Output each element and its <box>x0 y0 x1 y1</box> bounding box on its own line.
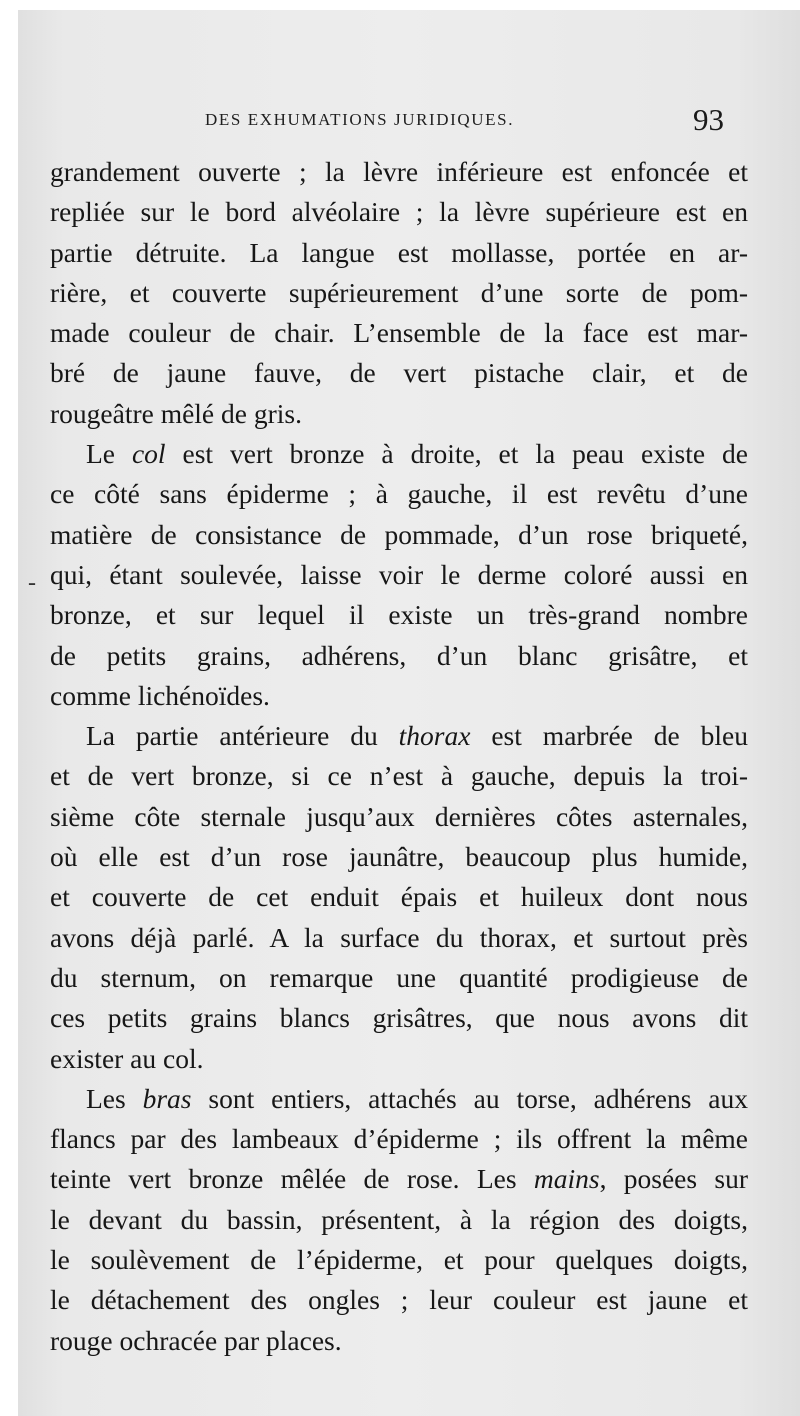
text-line: rière, et couverte supérieurement d’une sorte de pom- <box>50 276 748 308</box>
text-line: le soulèvement de l’épiderme, et pour quelques doigts, <box>50 1244 748 1276</box>
scan-border-top <box>0 0 800 10</box>
text-fragment: La partie antérieure du <box>86 720 399 752</box>
text-line: où elle est d’un rose jaunâtre, beaucoup plus humide, <box>50 841 748 873</box>
text-fragment: est marbrée de bleu <box>470 720 748 752</box>
margin-mark: - <box>28 570 36 596</box>
text-line: avons déjà parlé. A la surface du thorax, et surtout près <box>50 921 748 953</box>
text-line: du sternum, on remarque une quantité prodigieuse de <box>50 961 748 993</box>
text-line: ce côté sans épiderme ; à gauche, il est revêtu d’une <box>50 478 748 510</box>
text-line <box>50 434 748 474</box>
body-text <box>50 152 748 1361</box>
text-line: le devant du bassin, présentent, à la région des doigts, <box>50 1203 748 1235</box>
page-number: 93 <box>693 102 724 137</box>
text-line: matière de consistance de pommade, d’un rose briqueté, <box>50 518 748 550</box>
text-line: et couverte de cet enduit épais et huileux dont nous <box>50 881 748 913</box>
text-fragment: Les <box>86 1082 143 1114</box>
scan-border-left <box>0 0 18 1416</box>
text-line: ces petits grains blancs grisâtres, que nous avons dit <box>50 1002 748 1034</box>
text-line: de petits grains, adhérens, d’un blanc grisâtre, et <box>50 639 748 671</box>
text-line: flancs par des lambeaux d’épiderme ; ils offrent la même <box>50 1123 748 1155</box>
text-line: bré de jaune fauve, de vert pistache clair, et de <box>50 357 748 389</box>
text-fragment: teinte vert bronze mêlée de rose. Les <box>50 1163 534 1195</box>
text-line: partie détruite. La langue est mollasse, portée en ar- <box>50 236 748 268</box>
italic-term: thorax <box>398 720 471 752</box>
text-line: exister au col. <box>50 1042 204 1074</box>
text-fragment: est vert bronze à droite, et la peau existe de <box>165 438 748 470</box>
text-line <box>50 716 748 756</box>
text-line: qui, étant soulevée, laisse voir le derme coloré aussi en <box>50 558 748 590</box>
text-line: made couleur de chair. L’ensemble de la face est mar- <box>50 317 748 349</box>
text-line: et de vert bronze, si ce n’est à gauche, depuis la troi- <box>50 760 748 792</box>
text-fragment: sont entiers, attachés au torse, adhérens aux <box>191 1082 748 1114</box>
italic-term: mains <box>533 1163 600 1195</box>
text-fragment: , posées sur <box>599 1163 748 1195</box>
text-line: rouge ochracée par places. <box>50 1324 342 1356</box>
text-line <box>50 1079 748 1119</box>
text-line: le détachement des ongles ; leur couleur est jaune et <box>50 1284 748 1316</box>
text-line: bronze, et sur lequel il existe un très-grand nombre <box>50 599 748 631</box>
text-line <box>50 1159 748 1199</box>
italic-term: col <box>131 438 166 470</box>
text-fragment: Le <box>86 438 132 470</box>
text-line: grandement ouverte ; la lèvre inférieure est enfoncée et <box>50 156 748 187</box>
running-head: DES EXHUMATIONS JURIDIQUES. <box>205 110 515 129</box>
italic-term: bras <box>142 1082 192 1114</box>
text-line: comme lichénoïdes. <box>50 679 270 711</box>
text-line: sième côte sternale jusqu’aux dernières côtes asternales, <box>50 800 748 832</box>
text-line: repliée sur le bord alvéolaire ; la lèvre supérieure est en <box>50 196 748 228</box>
page-header <box>0 104 800 144</box>
text-line: rougeâtre mêlé de gris. <box>50 397 302 429</box>
